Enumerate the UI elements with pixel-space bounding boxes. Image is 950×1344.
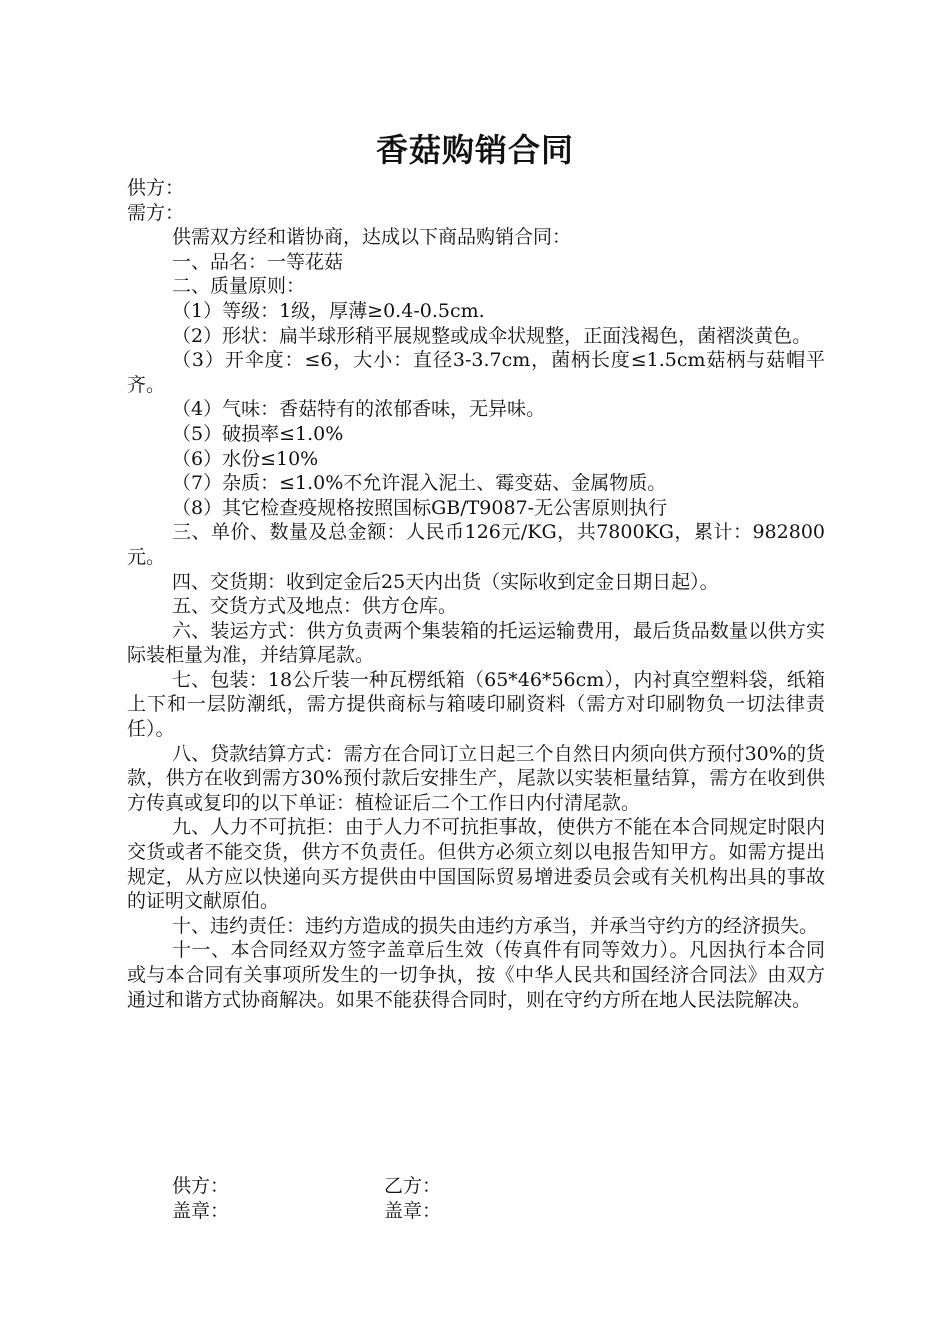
contract-body	[127, 176, 825, 1012]
clause-quality-heading: 二、质量原则：	[172, 275, 306, 298]
supplier-line: 供方：	[127, 177, 185, 199]
signature-block-left	[172, 1174, 229, 1223]
clause-delivery-date: 四、交货期：收到定金后25天内出货（实际收到定金日期日起）。	[172, 570, 719, 593]
signature-left-party: 供方：	[172, 1175, 230, 1197]
quality-item-damage: （5）破损率≤1.0%	[172, 422, 344, 445]
intro-paragraph: 供需双方经和谐协商，达成以下商品购销合同：	[172, 226, 572, 249]
signature-right-party: 乙方：	[384, 1175, 442, 1197]
document-title: 香菇购销合同	[375, 131, 574, 169]
clause-liability: 十、违约责任：违约方造成的损失由违约方承当，并承当守约方的经济损失。	[172, 914, 819, 937]
quality-item-size: （3）开伞度：≤6，大小：直径3-3.7cm，菌柄长度≤1.5cm菇柄与菇帽平齐。	[127, 349, 825, 396]
signature-block-right	[384, 1174, 441, 1223]
quality-item-impurity: （7）杂质：≤1.0%不允许混入泥土、霉变菇、金属物质。	[172, 472, 667, 495]
signature-right-seal: 盖章：	[384, 1199, 442, 1222]
quality-item-shape: （2）形状：扁半球形稍平展规整或成伞状规整，正面浅褐色，菌褶淡黄色。	[172, 324, 812, 347]
clause-price-quantity: 三、单价、数量及总金额：人民币126元/KG，共7800KG，累计：982800元。	[127, 521, 825, 568]
quality-item-inspection: （8）其它检查疫规格按照国标GB/T9087-无公害原则执行	[172, 496, 668, 519]
clause-payment: 八、贷款结算方式：需方在合同订立日起三个自然日内须向供方预付30%的货款，供方在收到需方30%预付款后安排生产，尾款以实装柜量结算，需方在收到供方传真或复印的以下单证：植检证后二个工作日内付清尾款。	[127, 742, 825, 814]
buyer-line: 需方：	[127, 201, 185, 224]
clause-force-majeure: 九、人力不可抗拒：由于人力不可抗拒事故，使供方不能在本合同规定时限内交货或者不能交货，供方不负责任。但供方必须立刻以电报告知甲方。如需方提出规定，从方应以快递向买方提供由中国国际贸易增进委员会或有关机构出具的事故的证明文献原伯。	[127, 816, 825, 913]
clause-effect-dispute: 十一、本合同经双方签字盖章后生效（传真件有同等效力）。凡因执行本合同或与本合同有关事项所发生的一切争执，按《中华人民共和国经济合同法》由双方通过和谐方式协商解决。如果不能获得合同时，则在守约方所在地人民法院解决。	[127, 939, 825, 1011]
clause-shipping: 六、装运方式：供方负责两个集装箱的托运运输费用，最后货品数量以供方实际装柜量为准，并结算尾款。	[127, 619, 825, 667]
signature-left-seal: 盖章：	[172, 1199, 230, 1222]
quality-item-moisture: （6）水份≤10%	[172, 447, 319, 470]
quality-item-grade: （1）等级：1级，厚薄≥0.4-0.5cm.	[172, 299, 485, 322]
quality-item-smell: （4）气味：香菇特有的浓郁香味，无异味。	[172, 398, 546, 421]
clause-product-name: 一、品名：一等花菇	[172, 250, 344, 273]
clause-packaging: 七、包装：18公斤装一种瓦楞纸箱（65*46*56cm），内衬真空塑料袋，纸箱上下和一层防潮纸，需方提供商标与箱唛印刷资料（需方对印刷物负一切法律责任）。	[127, 668, 825, 741]
clause-delivery-place: 五、交货方式及地点：供方仓库。	[172, 595, 458, 618]
